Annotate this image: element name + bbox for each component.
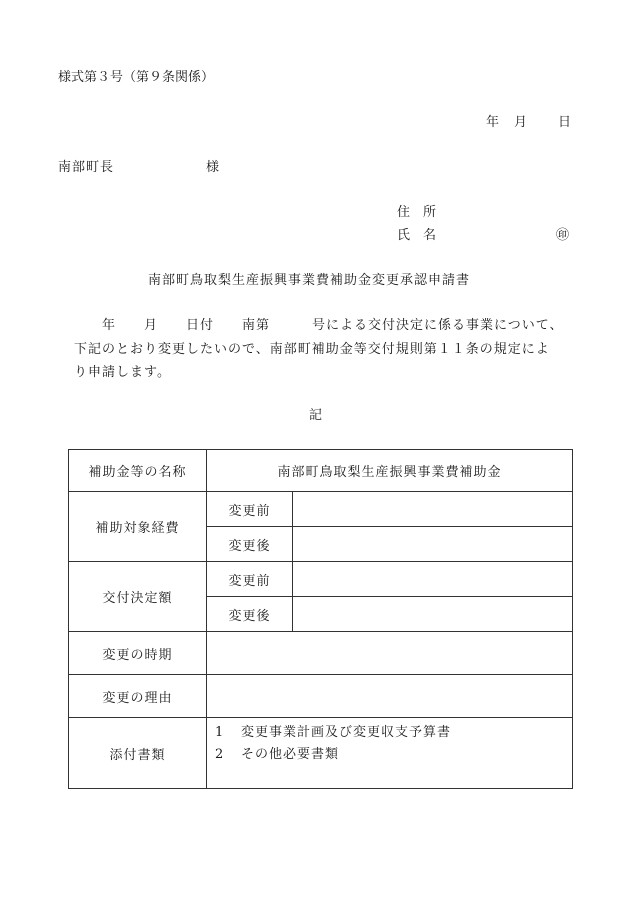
timing-label: 変更の時期 — [69, 632, 207, 675]
grant-after-field[interactable] — [293, 597, 573, 632]
expense-after-label: 変更後 — [207, 527, 293, 562]
grant-before-label: 変更前 — [207, 562, 293, 597]
expense-label: 補助対象経費 — [69, 492, 207, 562]
attachments-list — [207, 718, 573, 789]
application-table — [68, 449, 573, 789]
grant-after-label: 変更後 — [207, 597, 293, 632]
addressee-honorific: 様 — [206, 160, 220, 175]
table-row-timing — [69, 632, 573, 675]
table-row-name — [69, 450, 573, 492]
name-label: 氏 名 — [397, 228, 437, 243]
grant-before-field[interactable] — [293, 562, 573, 597]
address-label: 住 所 — [397, 205, 437, 220]
table-row-reason — [69, 675, 573, 718]
subsidy-name-label: 補助金等の名称 — [69, 450, 207, 492]
table-row-expense-before — [69, 492, 573, 527]
body-line-1: 年 月 日付 南第 号による交付決定に係る事業について、 — [102, 318, 564, 333]
expense-before-label: 変更前 — [207, 492, 293, 527]
addressee-title: 南部町長 — [58, 160, 115, 175]
date-year: 年 — [486, 115, 500, 130]
seal-mark: ㊞ — [556, 228, 570, 243]
attachment-text: 変更事業計画及び変更収支予算書 — [241, 725, 452, 740]
table-row-attachments — [69, 718, 573, 789]
reason-label: 変更の理由 — [69, 675, 207, 718]
attachment-text: その他必要書類 — [241, 747, 340, 762]
date-day: 日 — [558, 115, 572, 130]
body-line-3: り申請します。 — [74, 365, 171, 380]
attachments-label: 添付書類 — [69, 718, 207, 789]
attachment-item — [215, 722, 572, 744]
attachment-number: 2 — [215, 747, 225, 762]
expense-before-field[interactable] — [293, 492, 573, 527]
attachment-number: 1 — [215, 725, 225, 740]
document-title: 南部町鳥取梨生産振興事業費補助金変更承認申請書 — [148, 273, 471, 288]
body-line-2: 下記のとおり変更したいので、南部町補助金等交付規則第１１条の規定によ — [74, 342, 550, 357]
ki-heading: 記 — [309, 408, 323, 423]
subsidy-name-value: 南部町鳥取梨生産振興事業費補助金 — [207, 450, 573, 492]
date-month: 月 — [514, 115, 528, 130]
table-row-grant-before — [69, 562, 573, 597]
attachment-item — [215, 744, 572, 766]
expense-after-field[interactable] — [293, 527, 573, 562]
form-number: 様式第３号（第９条関係） — [58, 70, 215, 85]
reason-field[interactable] — [207, 675, 573, 718]
grant-label: 交付決定額 — [69, 562, 207, 632]
timing-field[interactable] — [207, 632, 573, 675]
